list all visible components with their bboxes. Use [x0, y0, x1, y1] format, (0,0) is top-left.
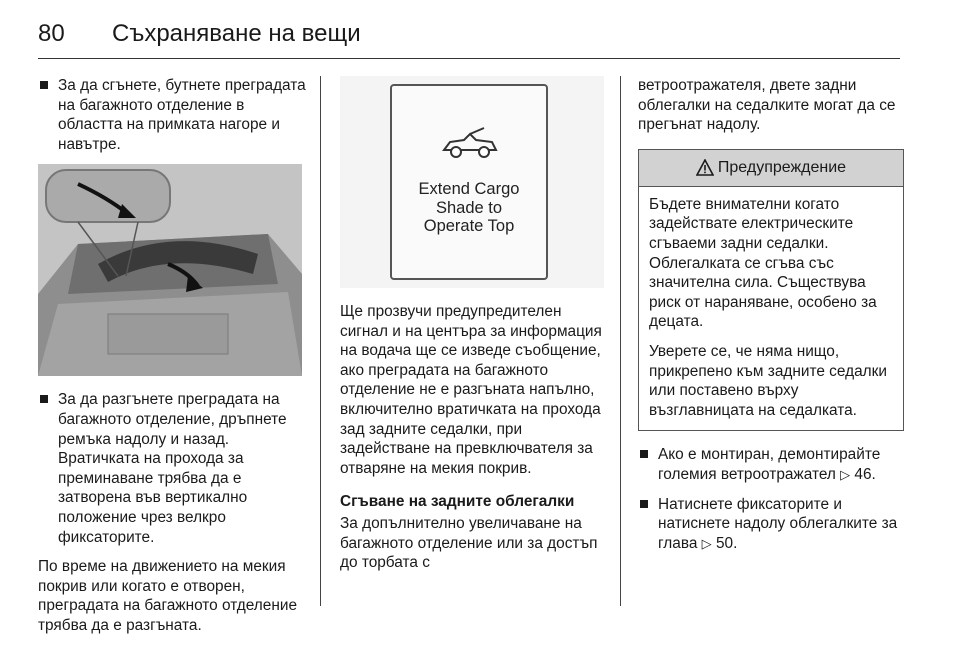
square-bullet-icon — [640, 450, 648, 458]
bullet-text: За да разгънете преградата на багажното отделение, дръпнете ремъка надолу и назад. Вратичката на прохода за преминаване трябва да е затворена във вертикално положение чрез велкро фиксаторите. — [58, 391, 287, 546]
page-number: 80 — [38, 20, 65, 47]
warning-paragraph: Уверете се, че няма нищо, прикрепено към задните седалки или поставено върху възглавницата на седалката. — [649, 342, 887, 419]
body-paragraph: За допълнително увеличаване на багажното отделение или за достъп до торбата с — [340, 514, 598, 572]
list-item — [38, 76, 306, 154]
page-header — [38, 14, 900, 59]
convertible-car-icon — [440, 126, 500, 162]
column-2 — [340, 76, 604, 583]
square-bullet-icon — [40, 395, 48, 403]
trunk-illustration — [38, 164, 302, 376]
page-reference-link[interactable]: 50. — [715, 534, 738, 552]
list-item — [38, 390, 306, 547]
square-bullet-icon — [40, 81, 48, 89]
triangle-right-icon: ▷ — [701, 535, 712, 551]
trunk-photo — [38, 164, 302, 376]
display-line: Extend Cargo — [418, 180, 520, 198]
section-heading: Сгъване на задните облегалки — [340, 493, 575, 511]
bullet-text: Натиснете фиксаторите и натиснете надолу облегалките за глава — [658, 495, 898, 552]
column-1 — [38, 76, 306, 646]
warning-title: Предупреждение — [717, 158, 847, 176]
bullet-text: За да сгънете, бутнете преградата на багажното отделение в областта на примката нагоре и навътре. — [58, 77, 306, 153]
triangle-right-icon: ▷ — [840, 466, 851, 482]
warning-triangle-icon — [696, 159, 714, 176]
display-line: Operate Top — [423, 217, 515, 235]
warning-box — [638, 149, 904, 432]
dic-display-figure — [340, 76, 604, 288]
display-line: Shade to — [435, 198, 503, 217]
list-item — [638, 495, 904, 554]
square-bullet-icon — [640, 500, 648, 508]
warning-paragraph: Бъдете внимателни когато задействате електрическите сгъваеми задни седалки. Облегалката се сгъва със значителна сила. Съществува риск от нараняване, особено за децата. — [649, 195, 877, 331]
page-title: Съхраняване на вещи — [112, 20, 361, 47]
list-item — [638, 445, 904, 484]
column-divider — [320, 76, 321, 606]
warning-header — [639, 150, 903, 187]
body-paragraph: По време на движението на мекия покрив или когато е отворен, преградата на багажното отделение трябва да е разгъната. — [38, 558, 298, 634]
driver-info-display — [390, 84, 548, 280]
column-3 — [638, 76, 904, 563]
page-reference-link[interactable]: 46. — [854, 465, 876, 483]
body-paragraph: ветроотражателя, двете задни облегалки на седалките могат да се прегънат надолу. — [638, 77, 896, 134]
body-paragraph: Ще прозвучи предупредителен сигнал и на центъра за информация на водача ще се изведе съобщение, ако преградата на багажното отделение не е разгъната напълно, включително вратичката на прохода зад задните седалки, при задействане на превключвателя за отваряне на мекия покрив. — [340, 303, 602, 477]
column-divider — [620, 76, 621, 606]
bullet-text: Ако е монтиран, демонтирайте големия ветроотражател — [658, 446, 881, 483]
